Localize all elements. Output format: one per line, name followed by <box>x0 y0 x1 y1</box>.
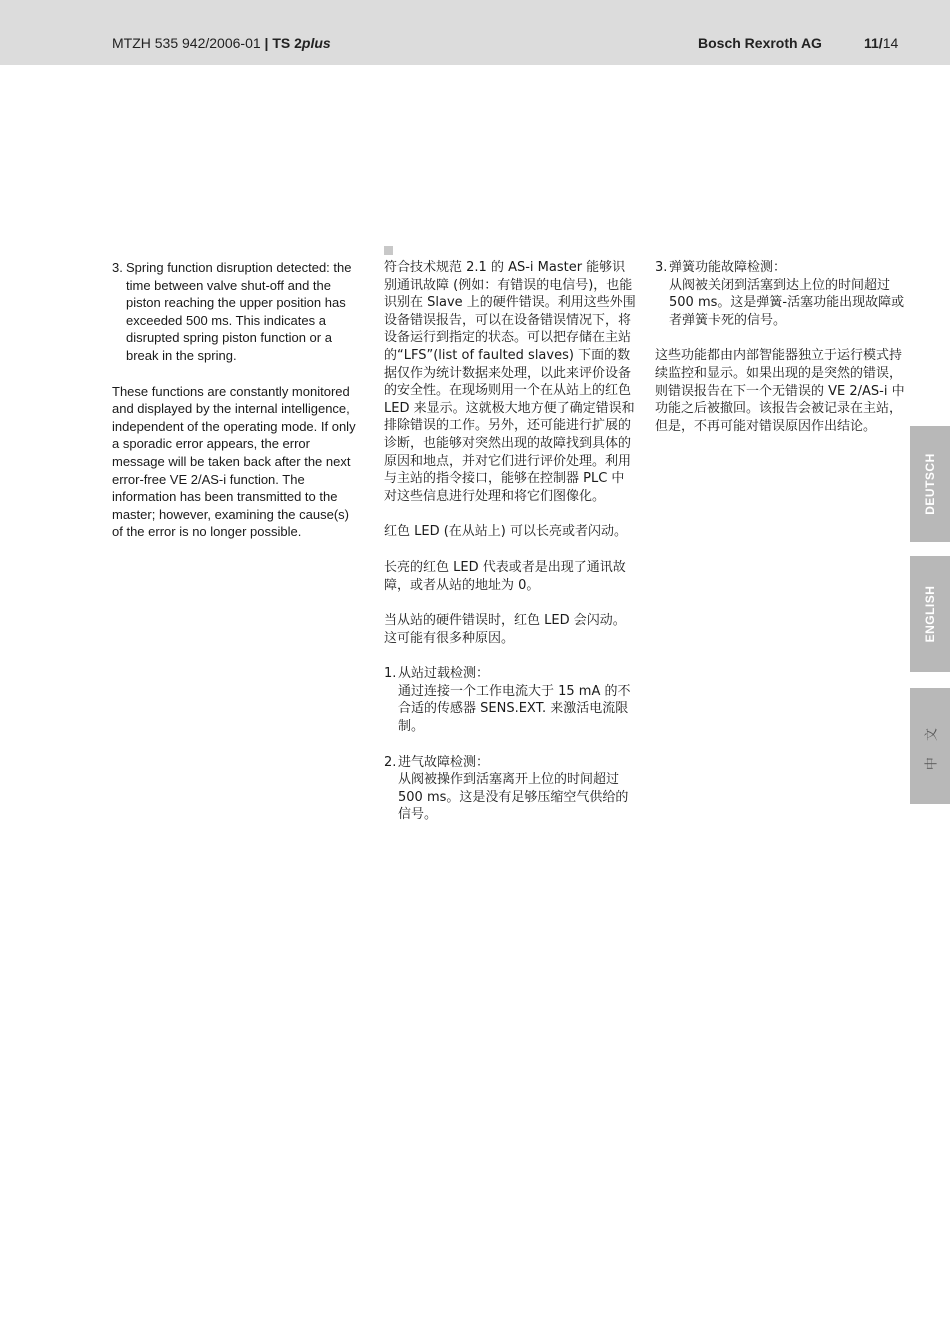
list-item: 3. Spring function disruption detected: the time between valve shut-off and the piston reaching the upper position has exceeded 500 ms. This indicates a disrupted spring piston function or a break in the spring. <box>112 260 352 363</box>
paragraph: 当从站的硬件错误时，红色 LED 会闪动。这可能有很多种原因。 <box>384 613 626 646</box>
tab-chinese[interactable]: 中 文 <box>910 688 950 804</box>
list-item: 3. 弹簧功能故障检测： 从阀被关闭到活塞到达上位的时间超过 500 ms。这是弹簧-活塞功能出现故障或者弹簧卡死的信号。 <box>655 260 905 328</box>
paragraph: 红色 LED (在从站上) 可以长亮或者闪动。 <box>384 524 628 540</box>
chinese-column-middle <box>384 259 636 824</box>
document-number: MTZH 535 942/2006-01 | TS 2plus <box>112 35 331 51</box>
list-item: 1. 从站过载检测： 通过连接一个工作电流大于 15 mA 的不合适的传感器 SENS.EXT. 来激活电流限制。 <box>384 666 631 735</box>
paragraph: 这些功能都由内部智能器独立于运行模式持续监控和显示。如果出现的是突然的错误，则错误报告在下一个无错误的 VE 2/AS-i 中功能之后被撤回。该报告会被记录在主站，但是，不再可能对错误原因作出结论。 <box>655 348 905 434</box>
company-name: Bosch Rexroth AG <box>698 35 822 51</box>
english-column <box>112 259 362 541</box>
page-number: 11/14 <box>864 35 899 51</box>
tab-english[interactable]: ENGLISH <box>910 556 950 672</box>
paragraph: These functions are constantly monitored and displayed by the internal intelligence, independent of the operating mode. If only a sporadic error appears, the error message will be taken back after the next error-free VE 2/AS-i function. The information has been transmitted to the master; however, examining the cause(s) of the error is no longer possible. <box>112 383 356 540</box>
section-marker <box>384 246 393 255</box>
chinese-column-right <box>655 259 907 435</box>
page-header <box>0 0 950 65</box>
paragraph: 长亮的红色 LED 代表或者是出现了通讯故障，或者从站的地址为 0。 <box>384 559 626 593</box>
list-item: 2. 进气故障检测： 从阀被操作到活塞离开上位的时间超过 500 ms。这是没有足够压缩空气供给的信号。 <box>384 754 629 823</box>
paragraph: 符合技术规范 2.1 的 AS-i Master 能够识别通讯故障 (例如：有错误的电信号)，也能识别在 Slave 上的硬件错误。利用这些外围设备错误报告，可以在设备错误情况下，将设备运行到指定的状态。可以把存储在主站的“LFS”(list of faulted slaves) 下面的数据仅作为统计数据来处理，以此来评价设备的安全性。在现场则用一个在从站上的红色 LED 来显示。这就极大地方便了确定错误和排除错误的工作。另外，还可能进行扩展的诊断，也能够对突然出现的故障找到具体的原因和地点，并对它们进行评价处理。利用与主站的指令接口，能够在控制器 PLC 中对这些信息进行处理和将它们图像化。 <box>384 260 636 504</box>
tab-deutsch[interactable]: DEUTSCH <box>910 426 950 542</box>
